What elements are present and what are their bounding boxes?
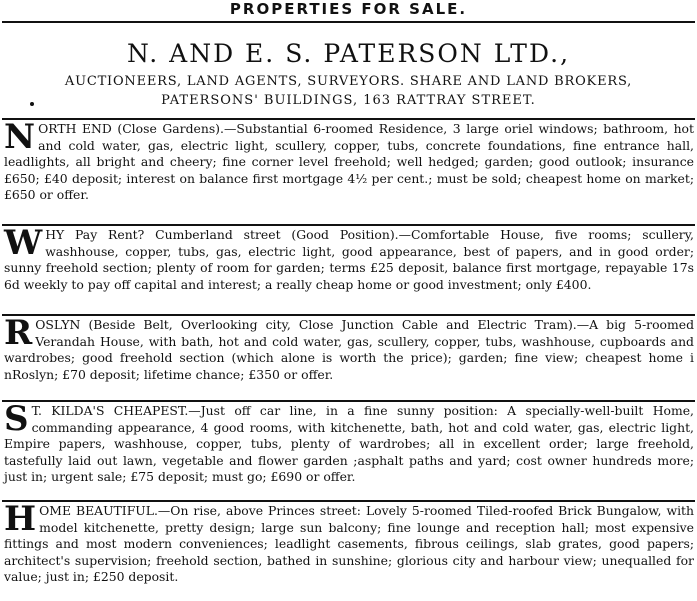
listing-text: OSLYN (Beside Belt, Overlooking city, Close Junction Cable and Electric Tram).—A big 5-roomed Verandah House, with bath, hot and cold water, gas, scullery, copper, tubs, washhouse, cupboards and wardrobes; good freehold section (which alone is worth the price); garden; fine view; cheapest home i nRoslyn; £70 deposit; lifetime chance; £350 or offer. (4, 317, 694, 382)
section-heading: PROPERTIES FOR SALE. (229, 0, 468, 18)
firm-address: PATERSONS' BUILDINGS, 163 RATTRAY STREET. (161, 93, 536, 108)
listing-initial: R (4, 313, 33, 353)
listing-initial: W (4, 223, 43, 263)
listing-initial: N (4, 117, 36, 157)
listing-home-beautiful (4, 499, 694, 586)
bullet-mark (30, 102, 34, 106)
divider (2, 118, 695, 120)
listing-initial: S (4, 399, 29, 439)
firm-trades: AUCTIONEERS, LAND AGENTS, SURVEYORS. SHARE AND LAND BROKERS, (64, 74, 633, 89)
listing-roslyn (4, 313, 694, 383)
divider (2, 224, 695, 226)
firm-name: N. AND E. S. PATERSON LTD., (126, 39, 571, 68)
listing-cumberland-street (4, 223, 694, 293)
listing-text: T. KILDA'S CHEAPEST.—Just off car line, in a fine sunny position: A specially-well-built Home, commanding appearance, 4 good rooms, with kitchenette, bath, hot and cold water, gas, electric light, Empire papers, washhouse, copper, tubs, plenty of wardrobes; all in excellent order; large freehold, tastefully laid out lawn, vegetable and flower garden ;asphalt paths and yard; cost owner hundreds more; just in; urgent sale; £75 deposit; must go; £690 or offer. (4, 403, 694, 484)
divider (2, 21, 695, 23)
listing-initial: H (4, 499, 37, 539)
listing-text: HY Pay Rent? Cumberland street (Good Position).—Comfortable House, five rooms; scullery, washhouse, copper, tubs, gas, electric light, good appearance, best of papers, and in good order; sunny freehold section; plenty of room for garden; terms £25 deposit, balance first mortgage, repayable 17s 6d weekly to pay off capital and interest; a really cheap home or good investment; only £400. (4, 227, 694, 292)
listing-st-kilda (4, 399, 694, 486)
divider (2, 400, 695, 402)
divider (2, 314, 695, 316)
divider (2, 500, 695, 502)
listing-text: ORTH END (Close Gardens).—Substantial 6-roomed Residence, 3 large oriel windows; bathroom, hot and cold water, gas, electric light, scullery, copper, tubs, concrete foundations, fine entrance hall, leadlights, all bright and cheery; fine corner level freehold; well hedged; garden; good outlook; insurance £650; £40 deposit; interest on balance first mortgage 4½ per cent.; must be sold; cheapest home on market; £650 or offer. (4, 121, 694, 202)
listing-north-end (4, 117, 694, 204)
listing-text: OME BEAUTIFUL.—On rise, above Princes street: Lovely 5-roomed Tiled-roofed Brick Bungalow, with model kitchenette, pretty design; large sun balcony; fine lounge and reception hall; most expensive fittings and most modern conveniences; leadlight casements, fibrous ceilings, slab grates, good papers; architect's supervision; freehold section, bathed in sunshine; glorious city and harbour view; unequalled for value; just in; £250 deposit. (4, 503, 694, 584)
